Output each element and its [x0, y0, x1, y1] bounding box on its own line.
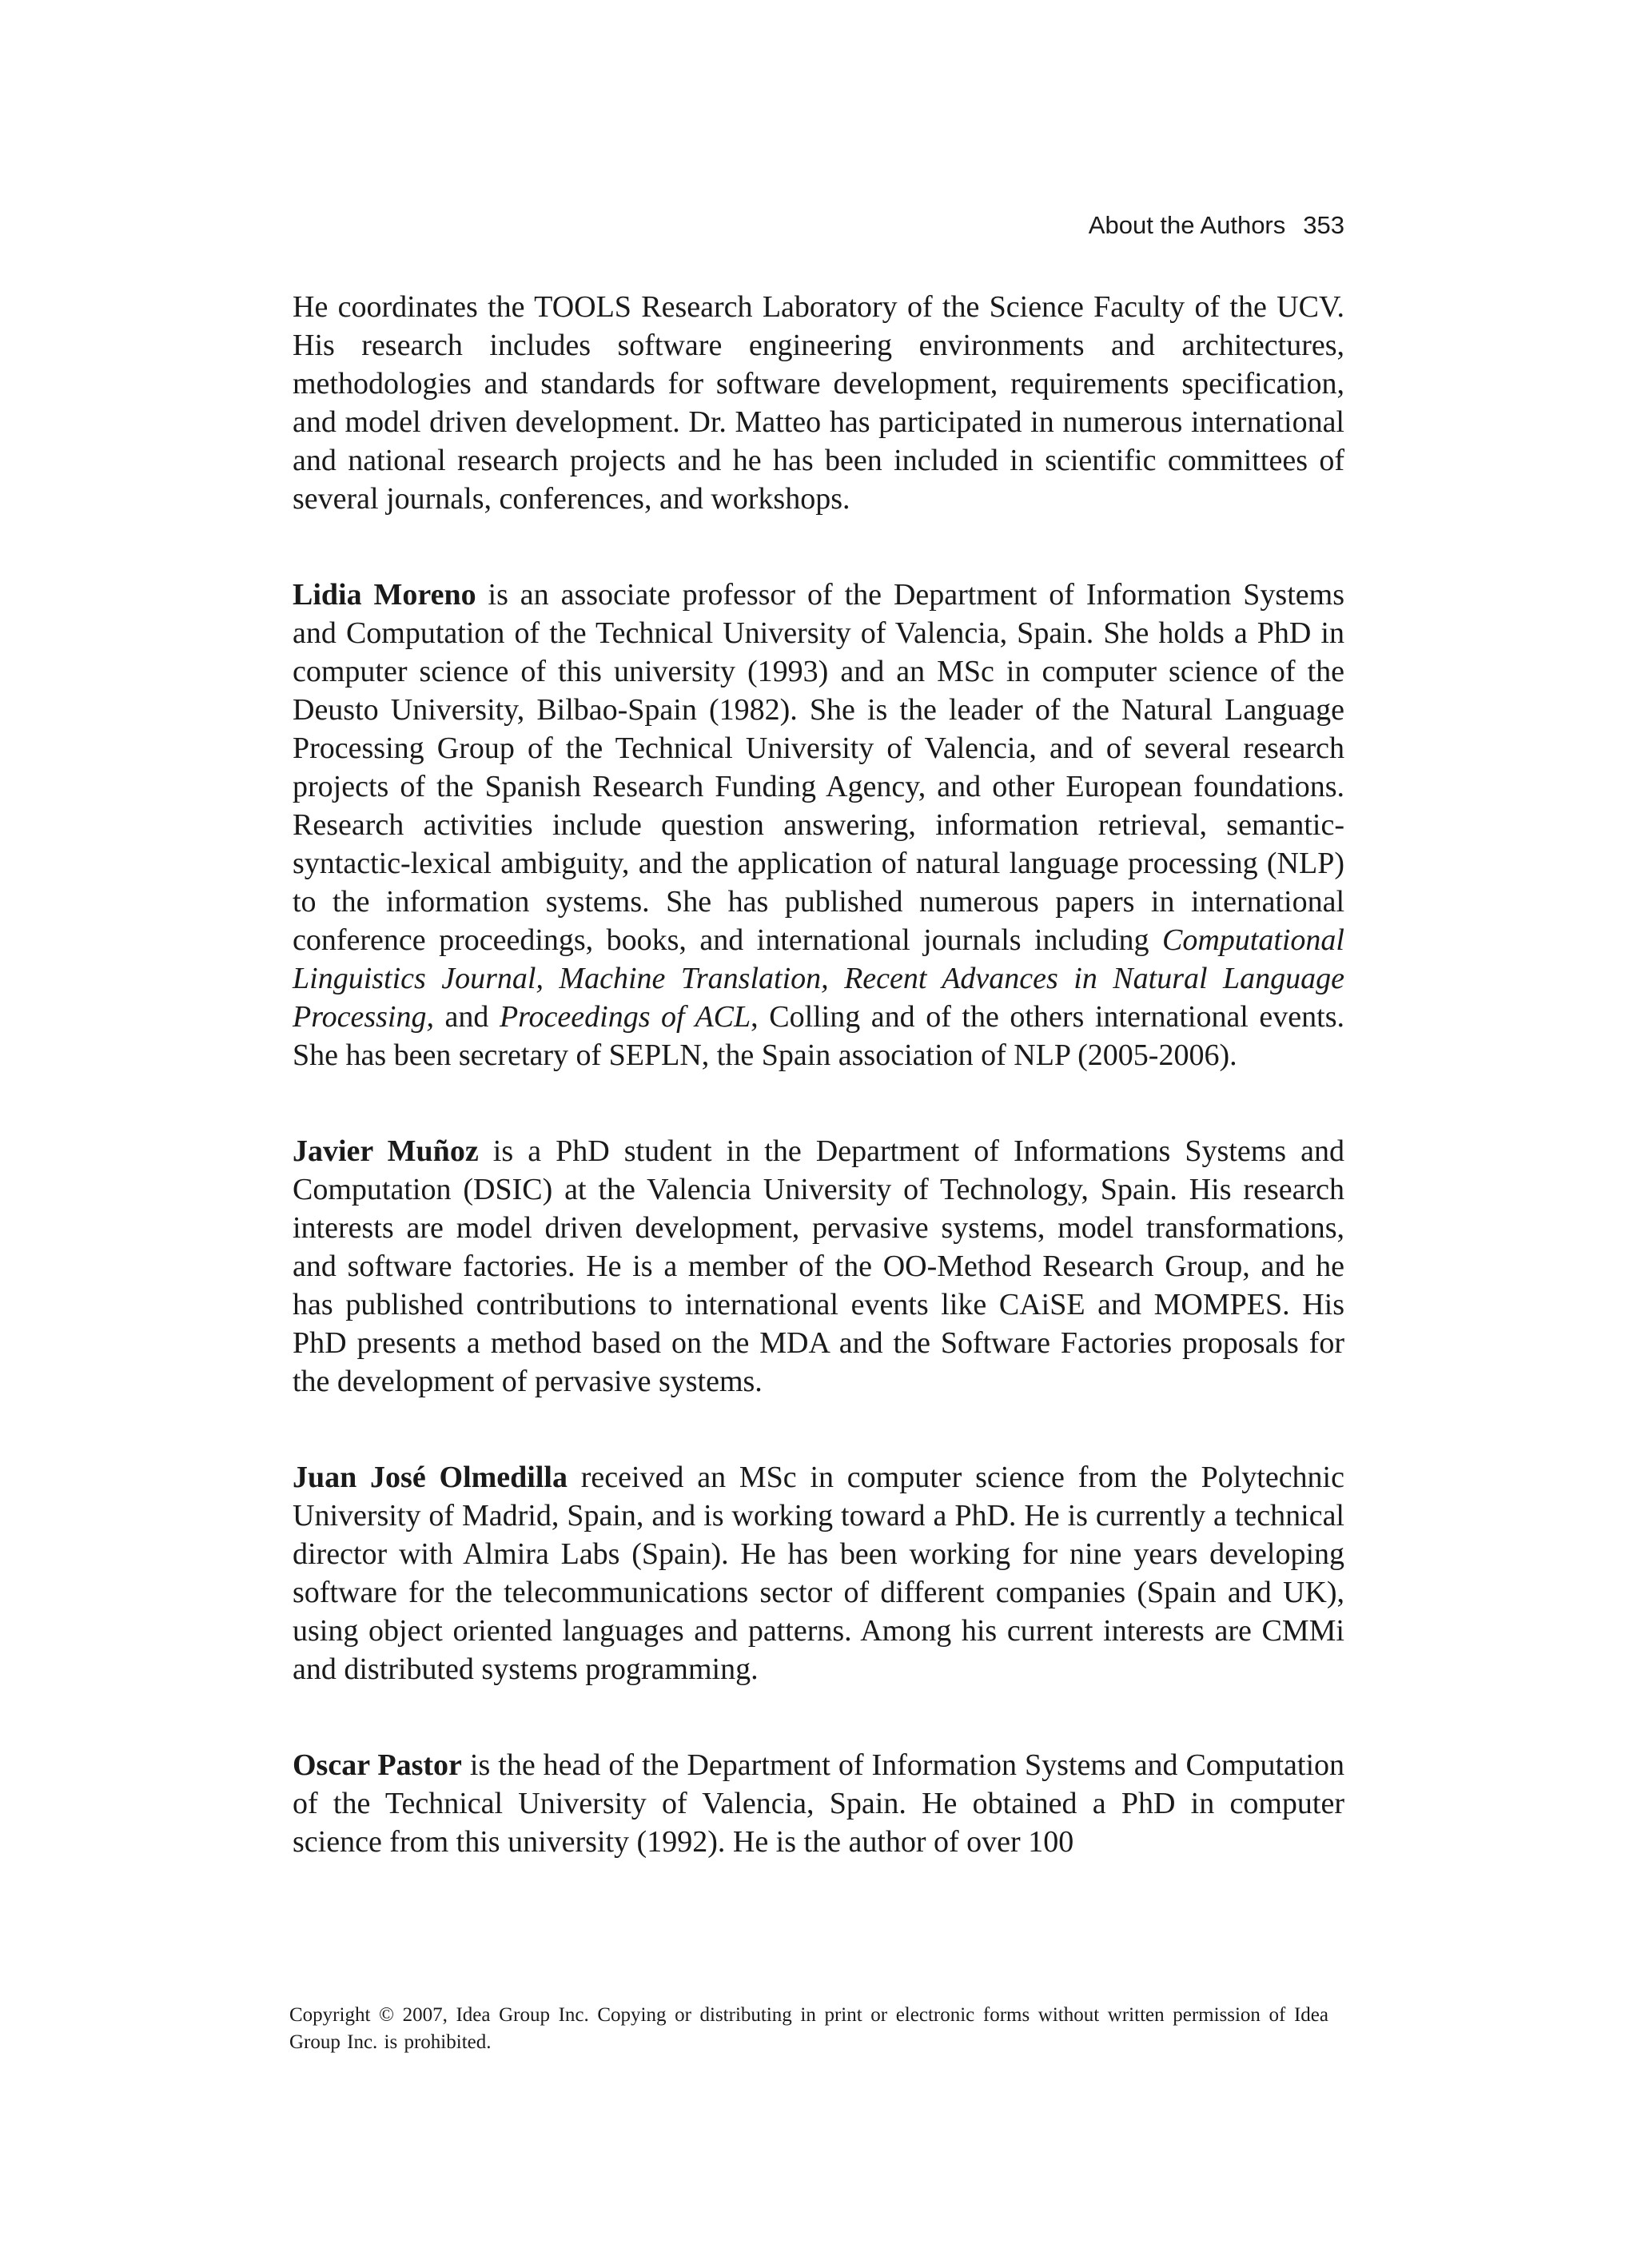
paragraph-text: received an MSc in computer science from the Polytechnic University of Madrid, Spain, and is working toward a PhD. He is currently a technical director with Almira Labs (Spain). He has been working for nine years developing software for the telecommunications sector of different companies (Spain and UK), using object oriented languages and patterns. Among his current interests are CMMi and distributed systems programming. [293, 1461, 1344, 1686]
page-number: 353 [1303, 211, 1344, 239]
copyright-notice: Copyright © 2007, Idea Group Inc. Copying or distributing in print or electronic forms without written permission of Idea Group Inc. is prohibited. [289, 2004, 1328, 2053]
proceedings-title: Proceedings of ACL [499, 1000, 751, 1034]
paragraph-lidia-moreno [293, 576, 1344, 1074]
section-title: About the Authors [1088, 211, 1286, 239]
running-head [1089, 209, 1344, 241]
author-name-juan-jose-olmedilla: Juan José Olmedilla [293, 1461, 568, 1494]
paragraph-text: is the head of the Department of Information Systems and Computation of the Technical University of Valencia, Spain. He obtained a PhD in computer science from this university (1992). He is the author of over 100 [293, 1748, 1344, 1859]
paragraph-matteo-continued [293, 288, 1344, 518]
paragraph-text: and [433, 1000, 500, 1034]
paragraph-text: is a PhD student in the Department of Informations Systems and Computation (DSIC) at the Valencia University of Technology, Spain. His research interests are model driven development, pervasive systems, model transformations, and software factories. He is a member of the OO-Method Research Group, and he has published contributions to international events like CAiSE and MOMPES. His PhD presents a method based on the MDA and the Software Factories proposals for the development of pervasive systems. [293, 1134, 1344, 1398]
author-name-oscar-pastor: Oscar Pastor [293, 1748, 462, 1782]
paragraph-juan-jose-olmedilla [293, 1458, 1344, 1688]
paragraph-javier-munoz [293, 1132, 1344, 1401]
journal-titles: Computational Linguistics Journal, Machine Translation, Recent Advances in Natural Language Processing, [293, 923, 1344, 1034]
paragraph-text: He coordinates the TOOLS Research Laboratory of the Science Faculty of the UCV. His research includes software engineering environments and architectures, methodologies and standards for software development, requirements specification, and model driven development. Dr. Matteo has participated in numerous international and national research projects and he has been included in scientific committees of several journals, conferences, and workshops. [293, 290, 1344, 516]
paragraph-oscar-pastor [293, 1746, 1344, 1861]
paragraph-text: is an associate professor of the Department of Information Systems and Computation of the Technical University of Valencia, Spain. She holds a PhD in computer science of this university (1993) and an MSc in computer science of the Deusto University, Bilbao-Spain (1982). She is the leader of the Natural Language Processing Group of the Technical University of Valencia, and of several research projects of the Spanish Research Funding Agency, and other European foundations. Research activities include question answering, information retrieval, semantic-syntactic-lexical ambiguity, and the application of natural language processing (NLP) to the information systems. She has published numerous papers in international conference proceedings, books, and international journals including [293, 578, 1344, 957]
paragraph-text: , Colling and of the others international events. She has been secretary of SEPLN, the Spain association of NLP (2005-2006). [293, 1000, 1344, 1072]
author-name-javier-munoz: Javier Muñoz [293, 1134, 479, 1168]
author-name-lidia-moreno: Lidia Moreno [293, 578, 476, 612]
page-body [293, 288, 1344, 1861]
